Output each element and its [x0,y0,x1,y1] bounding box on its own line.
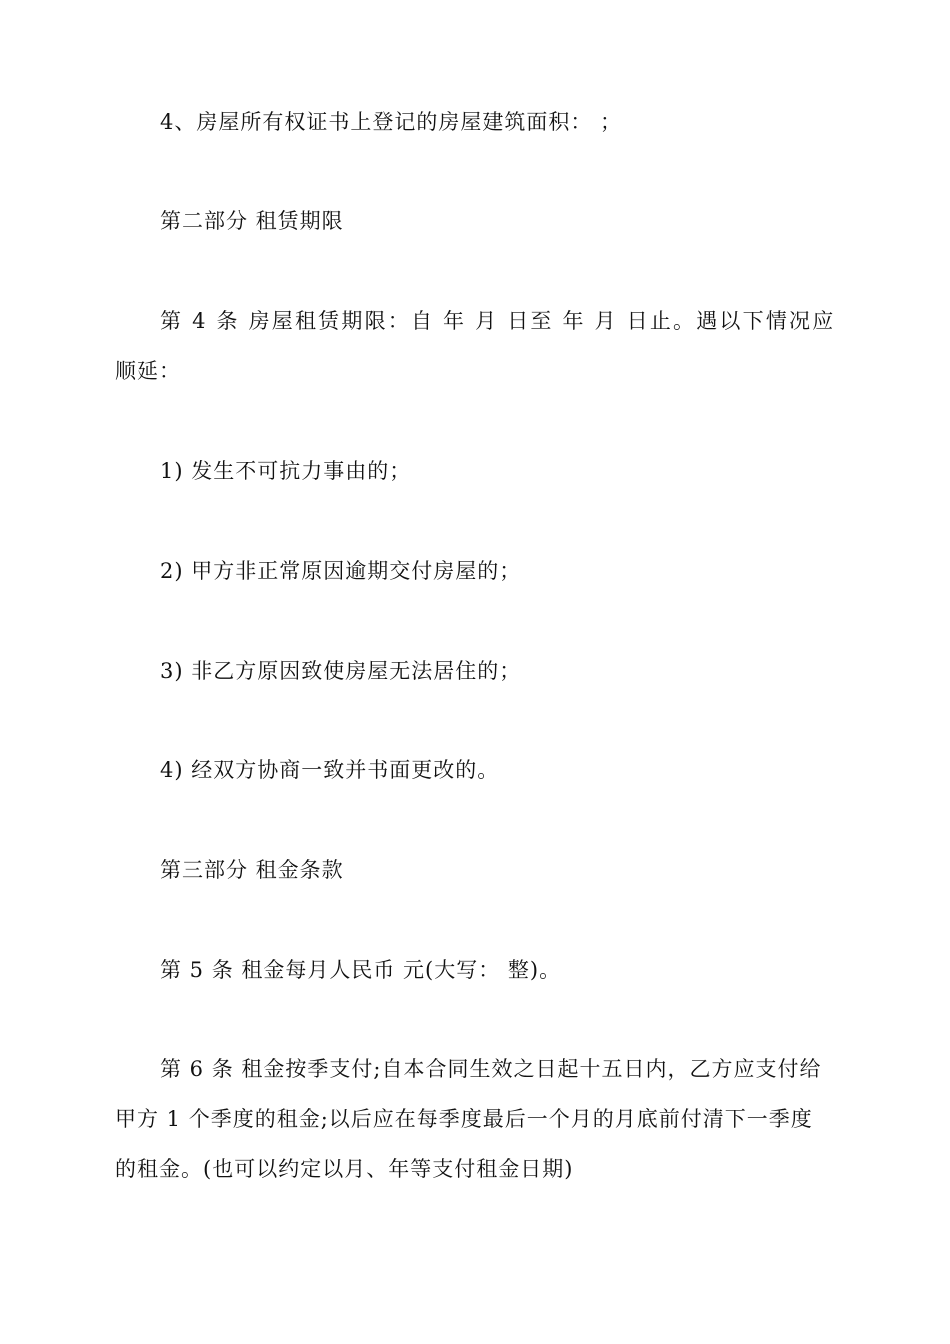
article-6-line-2: 甲方 1 个季度的租金;以后应在每季度最后一个月的月底前付清下一季度 [115,1107,813,1131]
condition-1: 1) 发生不可抗力事由的； [160,459,412,483]
part-2-heading: 第二部分 租赁期限 [160,209,344,233]
article-4-line-2: 顺延： [115,359,181,383]
condition-3: 3) 非乙方原因致使房屋无法居住的； [160,659,522,683]
part-3-heading: 第三部分 租金条款 [160,858,344,882]
condition-4: 4) 经双方协商一致并书面更改的。 [160,758,500,782]
item-4-floor-area: 4、房屋所有权证书上登记的房屋建筑面积： ； [160,110,623,134]
condition-2: 2) 甲方非正常原因逾期交付房屋的； [160,559,522,583]
article-6-line-3: 的租金。(也可以约定以月、年等支付租金日期) [115,1157,574,1181]
article-4-line-1: 第 4 条 房屋租赁期限：自 年 月 日至 年 月 日止。遇以下情况应 [160,309,836,333]
article-6-line-1: 第 6 条 租金按季支付;自本合同生效之日起十五日内，乙方应支付给 [160,1057,822,1081]
article-5: 第 5 条 租金每月人民币 元(大写： 整)。 [160,958,562,982]
